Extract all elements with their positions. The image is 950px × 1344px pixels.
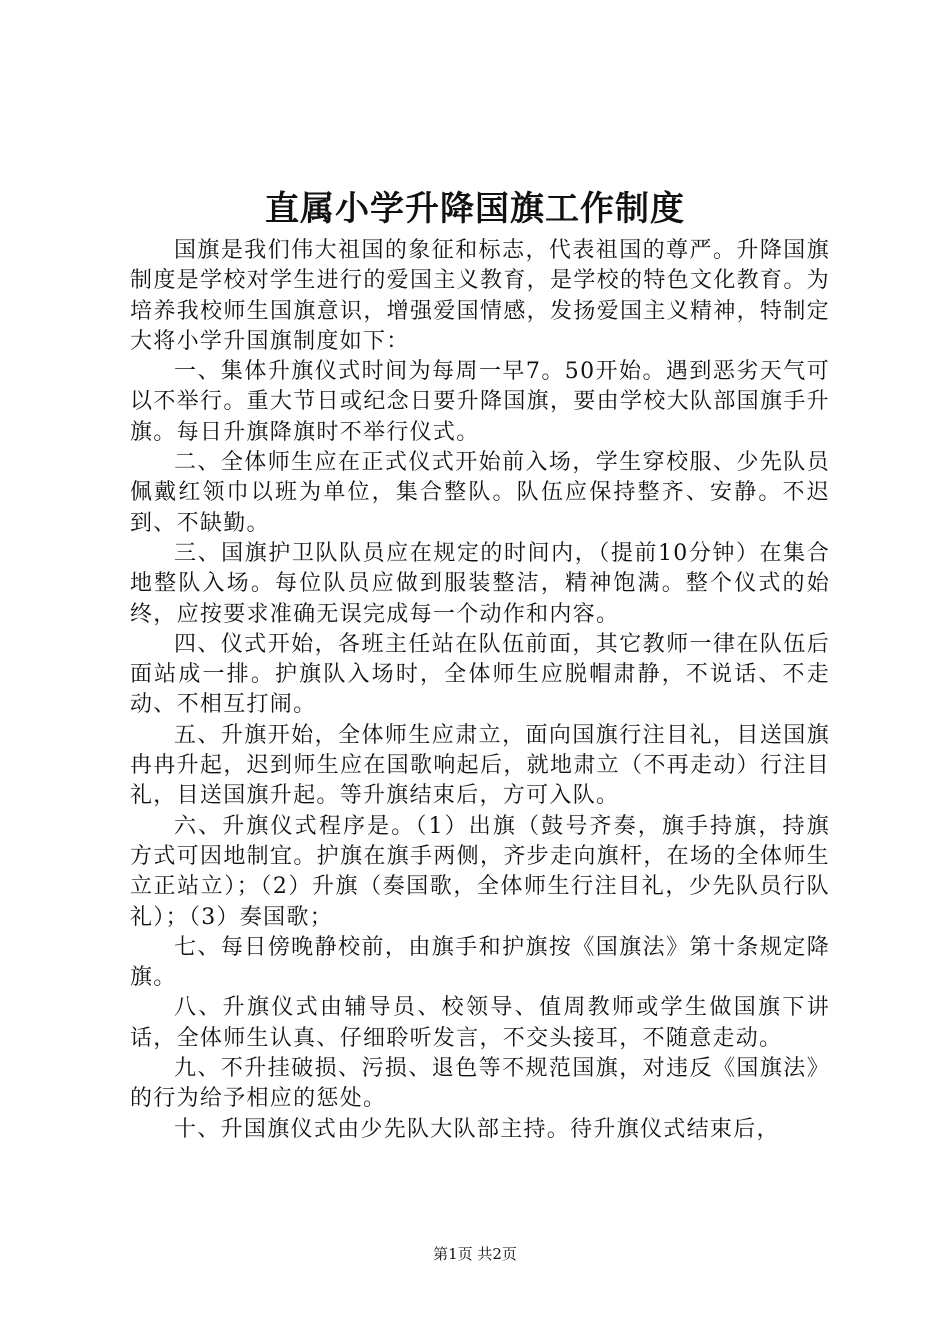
paragraph-item-7: 七、每日傍晚静校前，由旗手和护旗按《国旗法》第十条规定降旗。 [130,934,830,991]
paragraph-item-8: 八、升旗仪式由辅导员、校领导、值周教师或学生做国旗下讲话，全体师生认真、仔细聆听发言，不交头接耳，不随意走动。 [130,995,830,1051]
document-title: 直属小学升降国旗工作制度 [265,189,685,229]
paragraph-item-2: 二、全体师生应在正式仪式开始前入场，学生穿校服、少先队员佩戴红领巾以班为单位，集合整队。队伍应保持整齐、安静。不迟到、不缺勤。 [130,450,830,536]
paragraph-item-3: 三、国旗护卫队队员应在规定的时间内，（提前10分钟）在集合地整队入场。每位队员应做到服装整洁，精神饱满。整个仪式的始终，应按要求准确无误完成每一个动作和内容。 [130,540,830,627]
paragraph-item-1: 一、集体升旗仪式时间为每周一早7。50开始。遇到恶劣天气可以不举行。重大节日或纪念日要升降国旗，要由学校大队部国旗手升旗。每日升旗降旗时不举行仪式。 [130,359,830,445]
page-footer: 第1页 共2页 [433,1245,517,1263]
paragraph-intro: 国旗是我们伟大祖国的象征和标志，代表祖国的尊严。升降国旗制度是学校对学生进行的爱国主义教育，是学校的特色文化教育。为培养我校师生国旗意识，增强爱国情感，发扬爱国主义精神，特制定大将小学升国旗制度如下： [130,238,830,354]
paragraph-item-5: 五、升旗开始，全体师生应肃立，面向国旗行注目礼，目送国旗冉冉升起，迟到师生应在国歌响起后，就地肃立（不再走动）行注目礼，目送国旗升起。等升旗结束后，方可入队。 [130,722,830,809]
paragraph-item-9: 九、不升挂破损、污损、退色等不规范国旗，对违反《国旗法》的行为给予相应的惩处。 [130,1056,830,1112]
document-body [130,236,830,1145]
paragraph-item-6: 六、升旗仪式程序是。（1）出旗（鼓号齐奏，旗手持旗，持旗方式可因地制宜。护旗在旗手两侧，齐步走向旗杆，在场的全体师生立正站立）；（2）升旗（奏国歌，全体师生行注目礼，少先队员行队礼）；（3）奏国歌； [130,813,830,930]
paragraph-item-4: 四、仪式开始，各班主任站在队伍前面，其它教师一律在队伍后面站成一排。护旗队入场时，全体师生应脱帽肃静，不说话、不走动、不相互打闹。 [130,631,830,718]
paragraph-item-10: 十、升国旗仪式由少先队大队部主持。待升旗仪式结束后， [174,1116,780,1142]
